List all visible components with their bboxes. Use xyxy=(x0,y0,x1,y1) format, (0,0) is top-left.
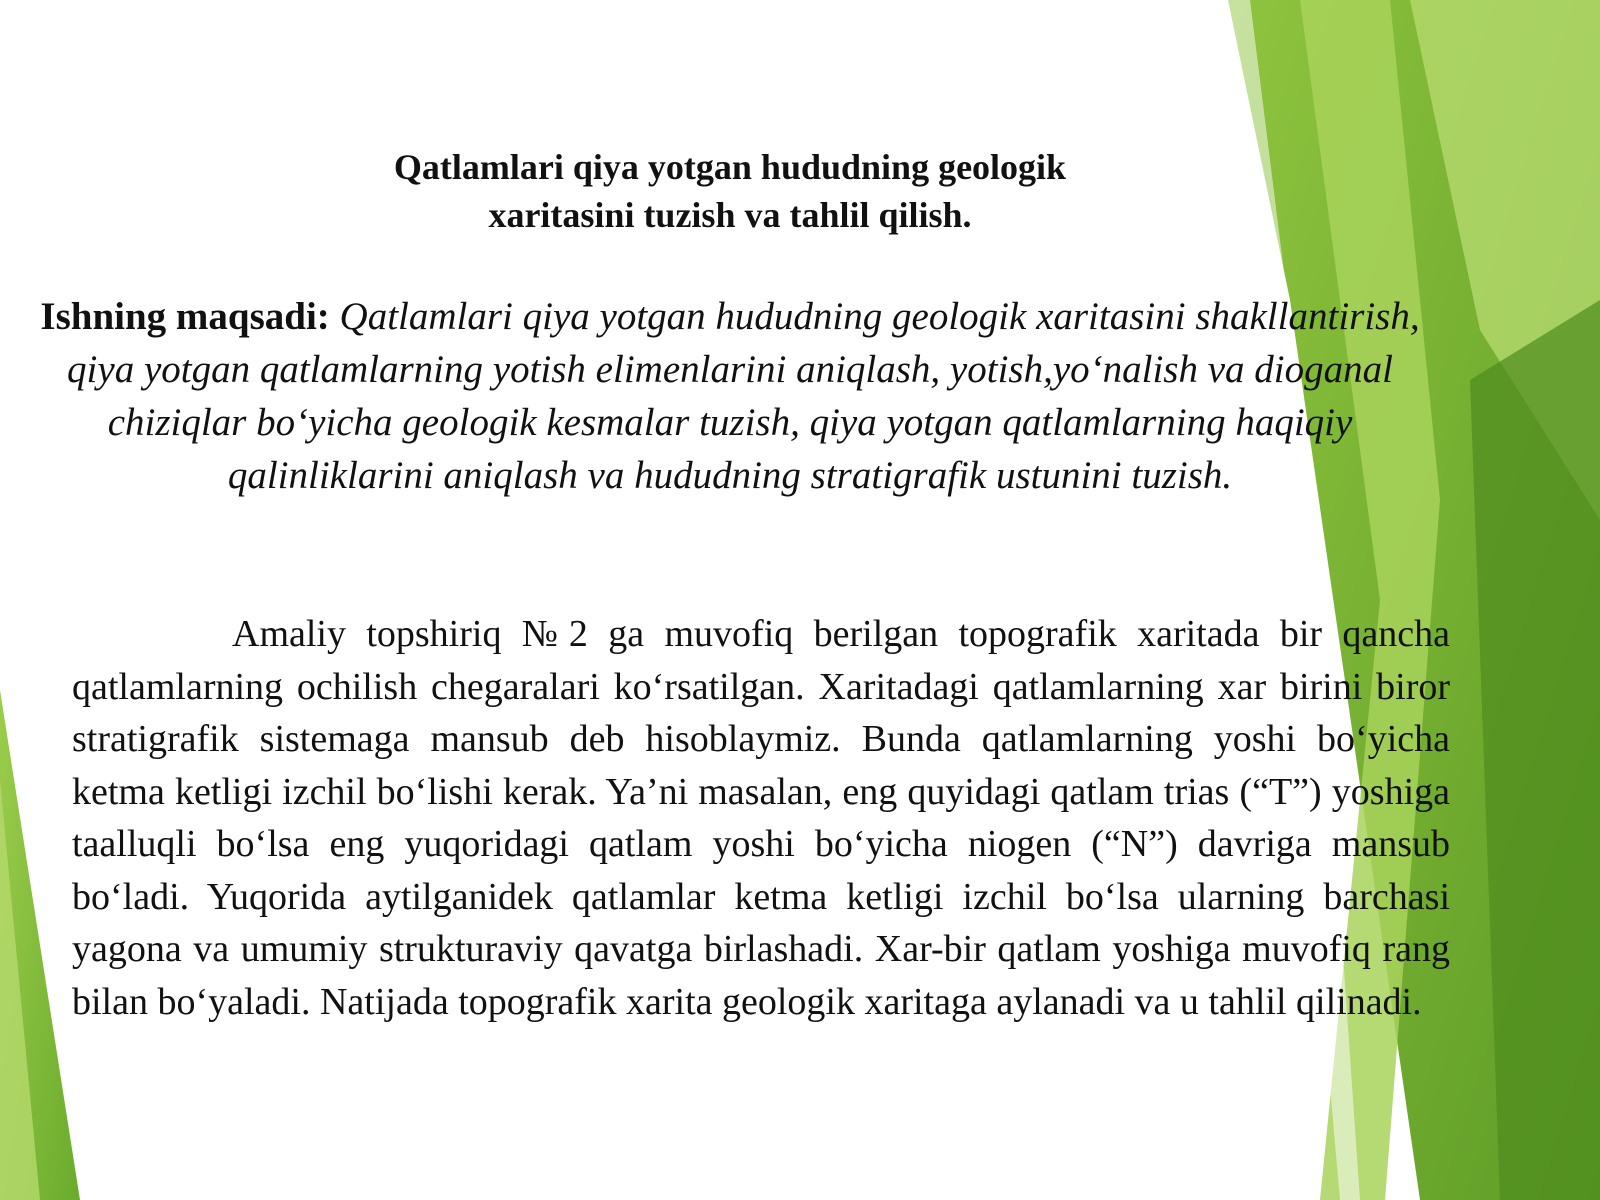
goal-text: Qatlamlari qiya yotgan hududning geologik xaritasini shakllantirish, qiya yotgan qatlamlarning yotish elimenlarini aniqlash, yotish,yo‘nalish va dioganal chiziqlar bo‘yicha geologik kesmalar tuzish, qiya yotgan qatlamlarning haqiqiy qalinliklarini aniqlash va hududning stratigrafik ustunini tuzish. xyxy=(67,295,1420,497)
body-paragraph: Amaliy topshiriq №2 ga muvofiq berilgan topografik xaritada bir qancha qatlamlarning ochilish chegaralari ko‘rsatilgan. Xaritadagi qatlamlarning xar birini biror stratigrafik sistemaga mansub deb hisoblaymiz. Bunda qatlamlarning yoshi bo‘yicha ketma ketligi izchil bo‘lishi kerak. Ya’ni masalan, eng quyidagi qatlam trias (“T”) yoshiga taalluqli bo‘lsa eng yuqoridagi qatlam yoshi bo‘yicha niogen (“N”) davriga mansub bo‘ladi. Yuqorida aytilganidek qatlamlar ketma ketligi izchil bo‘lsa ularning barchasi yagona va umumiy strukturaviy qavatga birlashadi. Xar-bir qatlam yoshiga muvofiq rang bilan bo‘yaladi. Natijada topografik xarita geologik xaritaga aylanadi va u tahlil qilinadi. xyxy=(72,613,1450,1023)
title-line-1: Qatlamlari qiya yotgan hududning geologik xyxy=(393,147,1067,187)
title-line-2: xaritasini tuzish va tahlil qilish. xyxy=(488,195,972,235)
goal-paragraph xyxy=(20,290,1440,502)
goal-label: Ishning maqsadi: xyxy=(40,295,340,338)
slide-title xyxy=(230,143,1230,239)
